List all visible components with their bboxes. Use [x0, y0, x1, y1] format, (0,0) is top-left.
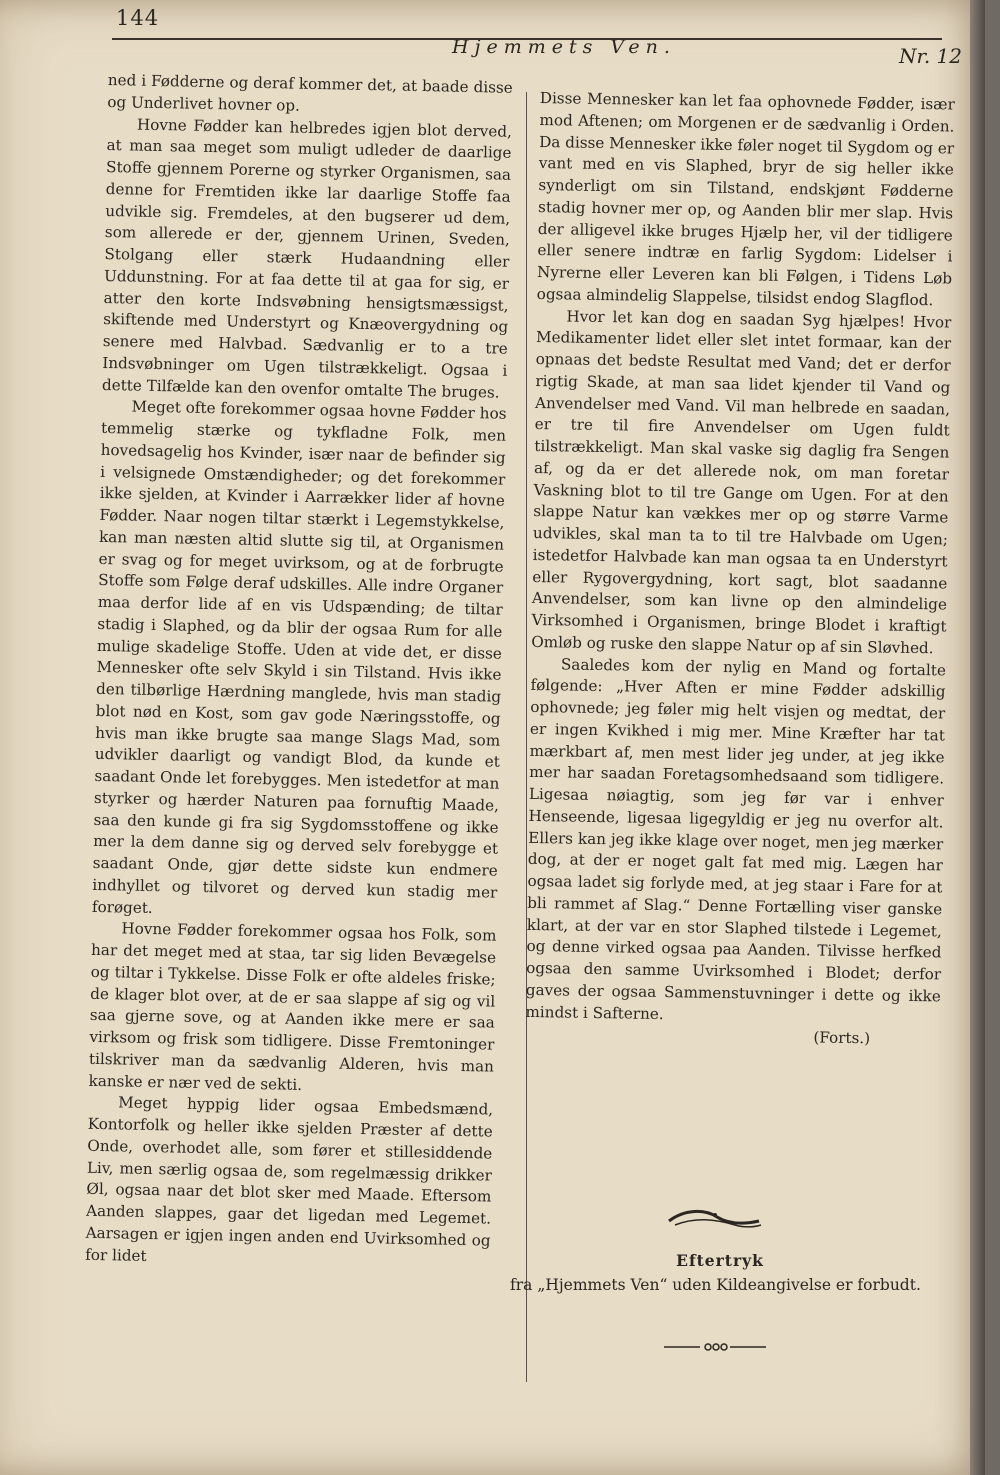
- paragraph: Saaledes kom der nylig en Mand og fortalte følgende: „Hver Aften er mine Fødder adskillig ophovnede; jeg føler mig helt visjen og medtat, der er ingen Kvikhed i mig mer. Mine Kræfter har tat mærkbart af, men mest lider jeg under, at jeg ikke mer har saadan Foretagsomhedsaand som tidligere. Ligesaa nøiagtig, som jeg før var i enhver Henseende, ligesaa ligegyldig er jeg nu overfor alt. Ellers kan jeg ikke klage over noget, men jeg mærker dog, at der er noget galt fat med mig. Lægen har ogsaa ladet sig forlyde med, at jeg staar i Fare for at bli rammet af Slag.“ Denne Fortælling viser ganske klart, at der var en stor Slaphed tilstede i Legemet, og denne virked ogsaa paa Aanden. Tilvisse herfked ogsaa den samme Uvirksomhed i Blodet; derfor gaves der ogsaa Sammenstuvninger i dette og ikke mindst i Safterne.: [525, 654, 947, 1023]
- running-title: Hjemmets Ven.: [452, 36, 676, 58]
- paragraph: Meget ofte forekommer ogsaa hovne Fødder hos temmelig stærke og tykfladne Folk, men hovedsagelig hos Kvinder, især naar de befinder sig i velsignede Omstændigheder; og det forekommer ikke sjelden, at Kvinder i Aarrækker lider af hovne Fødder. Naar nogen tiltar stærkt i Legemstykkelse, kan man næsten altid slutte sig til, at Organismen er svag og for meget uvirksom, og at de forbrugte Stoffe som Følge deraf udskilles. Alle indre Organer maa derfor lide af en vis Udspænding; de tiltar stadig i Slaphed, og da blir der ogsaa Rum for alle mulige skadelige Stoffe. Uden at vide det, er disse Mennesker ofte selv Skyld i sin Tilstand. Hvis ikke den tilbørlige Hærdning manglede, hvis man stadig blot nød en Kost, som gav gode Næringsstoffe, og hvis man ikke brugte saa mange Slags Mad, som udvikler daarligt og vandigt Blod, da kunde et saadant Onde let forebygges. Men istedetfor at man styrker og hærder Naturen paa fornuftig Maade, saa den kunde gi fra sig Sygdomsstoffene og ikke mer la dem danne sig og derved selv forebygge et saadant Onde, gjør dette sidste kun endmere indhyllet og tilvoret og derved kun stadig mer forøget.: [91, 397, 507, 917]
- left-column: [85, 70, 513, 1274]
- notice-title: Eftertryk: [676, 1251, 764, 1270]
- notice-block: [510, 1250, 930, 1296]
- page-header: [112, 6, 962, 68]
- column-divider: [526, 92, 527, 1382]
- small-ornament: [660, 1340, 770, 1354]
- issue-number: Nr. 12: [898, 44, 962, 68]
- continued-note: (Forts.): [813, 1028, 871, 1048]
- header-rule: [112, 38, 942, 40]
- paragraph: ned i Fødderne og deraf kommer det, at baade disse og Underlivet hovner op.: [107, 70, 513, 115]
- paragraph: Disse Mennesker kan let faa ophovnede Fødder, især mod Aftenen; om Morgenen er de sædvanlig i Orden. Da disse Mennesker ikke føler noget til Sygdom og er vant med en vis Slaphed, bryr de sig heller ikke synderligt om sin Tilstand, endskjønt Fødderne stadig hovner mer op, og Aanden blir mer slap. Hvis der alligevel ikke bruges Hjælp her, vil der tidligere eller senere indtræ en farlig Sygdom: Lidelser i Nyrerne eller Leveren kan bli Følgen, i Tidens Løb ogsaa almindelig Slappelse, tilsidst endog Slagflod.: [536, 88, 955, 309]
- page-edge: [970, 0, 985, 1475]
- notice-text: fra „Hjemmets Ven“ uden Kildeangivelse er forbudt.: [510, 1276, 921, 1294]
- paragraph: Hvor let kan dog en saadan Syg hjælpes! Hvor Medikamenter lidet eller slet intet formaar, kan der opnaas det bedste Resultat med Vand; det er derfor rigtig Skade, at man saa lidet kjender til Vand og Anvendelser med Vand. Vil man helbrede en saadan, er tre til fire Anvendelser om Ugen fuldt tilstrækkeligt. Man skal vaske sig daglig fra Sengen af, og da er det allerede nok, om man foretar Vaskning blot to til tre Gange om Ugen. For at den slappe Natur kan vækkes mer op og større Varme udvikles, skal man ta to til tre Halvbade om Ugen; istedetfor Halvbade kan man ogsaa ta en Understyrt eller Rygovergydning, kort sagt, blot saadanne Anvendelser, som kan livne op den almindelige Virksomhed i Organismen, bringe Blodet i kraftigt Omløb og ruske den slappe Natur op af sin Sløvhed.: [531, 306, 952, 658]
- page-number: 144: [116, 6, 160, 30]
- paragraph: Hovne Fødder kan helbredes igjen blot derved, at man saa meget som muligt udleder de daarlige Stoffe gjennem Porerne og styrker Organismen, saa denne for Fremtiden ikke lar daarlige Stoffe faa udvikle sig. Fremdeles, at den bugserer ud dem, som allerede er der, gjennem Urinen, Sveden, Stolgang eller stærk Hudaandning eller Uddunstning. For at faa dette til at gaa for sig, er atter den korte Indsvøbning hensigtsmæssigst, skiftende med Understyrt og Knæovergydning og senere med Halvbad. Sædvanlig er to a tre Indsvøbninger om Ugen tilstrækkeligt. Ogsaa i dette Tilfælde kan den ovenfor omtalte The bruges.: [101, 115, 513, 402]
- paragraph: Meget hyppig lider ogsaa Embedsmænd, Kontorfolk og heller ikke sjelden Præster af dette Onde, overhodet alle, som fører et stillesiddende Liv, men særlig ogsaa de, som regelmæssig drikker Øl, ogsaa naar det blot sker med Maade. Eftersom Aanden slappes, gaar det ligedan med Legemet. Aarsagen er igjen ingen anden end Uvirksomhed og for lidet: [85, 1093, 494, 1265]
- right-column: [525, 88, 955, 1051]
- flourish-ornament: [665, 1203, 765, 1231]
- paragraph: Hovne Fødder forekommer ogsaa hos Folk, som har det meget med at staa, tar sig liden Bevægelse og tiltar i Tykkelse. Disse Folk er ofte aldeles friske; de klager blot over, at de er saa slappe af sig og vil saa gjerne sove, og at Aanden ikke mere er saa virksom og frisk som tidligere. Disse Fremtoninger tilskriver man da sædvanlig Alderen, hvis man kanske er nær ved de sekti.: [88, 919, 497, 1094]
